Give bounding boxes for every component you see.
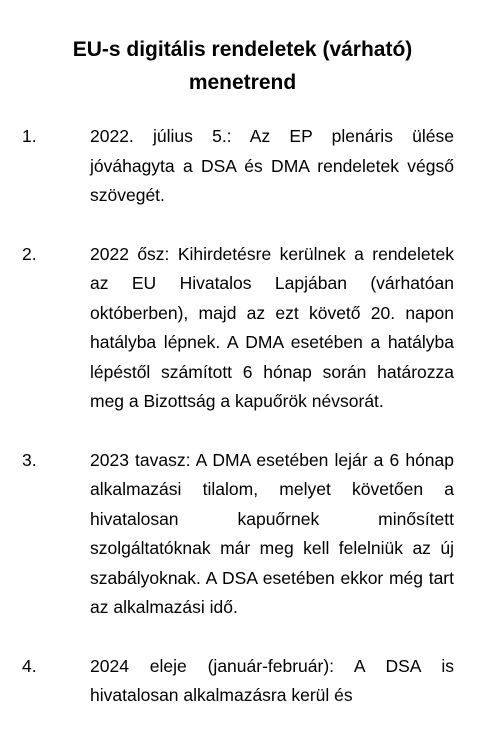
document-title [0, 33, 485, 99]
list-item [0, 122, 485, 211]
list-item-number: 4. [22, 655, 37, 676]
list-item-number: 1. [22, 126, 37, 146]
list-item [0, 652, 485, 711]
list-item-number: 2. [22, 243, 37, 264]
title-line-1: EU-s digitális rendeletek (várható) [72, 38, 413, 61]
list-item [0, 240, 485, 417]
list-item-number: 3. [22, 449, 37, 470]
list-item-text: 2022. július 5.: Az EP plenáris ülése jóváhagyta a DSA és DMA rendeletek végső szövegét. [90, 126, 454, 205]
list-item-text: 2022 ősz: Kihirdetésre kerülnek a rendeletek az EU Hivatalos Lapjában (várhatóan októberben), majd az ezt követő 20. napon hatályba lépnek. A DMA esetében a hatályba lépéstől számított 6 hónap során határozza meg a Bizottság a kapuőrök névsorát. [90, 243, 454, 411]
list-item [0, 446, 485, 623]
list-item-text: 2023 tavasz: A DMA esetében lejár a 6 hónap alkalmazási tilalom, melyet követően a hivatalosan kapuőrnek minősített szolgáltatóknak már meg kell felelniük az új szabályoknak. A DSA esetében ekkor még tart az alkalmazási idő. [90, 449, 454, 617]
title-line-2: menetrend [188, 71, 297, 94]
list-item-text: 2024 eleje (január-február): A DSA is hivatalosan alkalmazásra kerül és [90, 655, 454, 705]
timeline-list [0, 122, 485, 740]
